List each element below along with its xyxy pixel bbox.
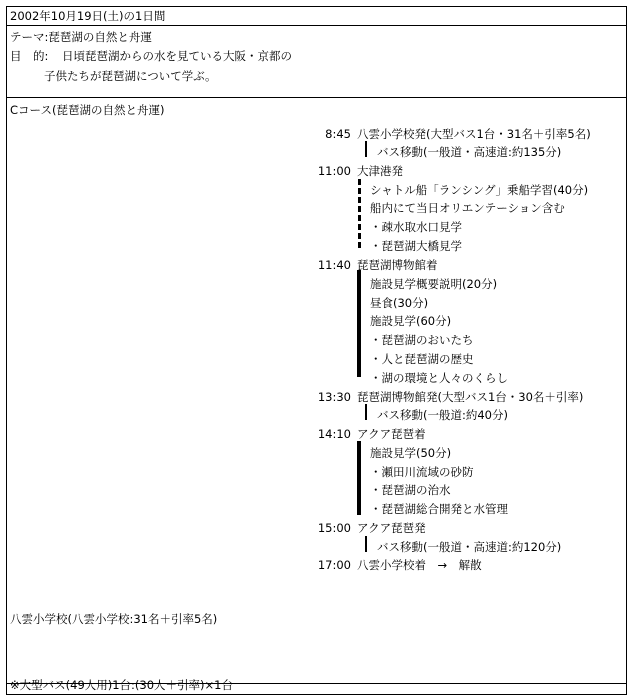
document-frame — [6, 6, 627, 695]
schedule-text: 船内にて当日オリエンテーション含む — [370, 201, 565, 215]
schedule-text: アクア琵琶着 — [357, 427, 426, 441]
connector-bar-bus-3 — [365, 536, 367, 552]
connector-bar-bus-1 — [365, 141, 367, 157]
connector-bar-bus-2 — [365, 404, 367, 420]
connector-bar-museum — [357, 270, 361, 377]
schedule-time: 14:10 — [317, 427, 351, 441]
participants-line: 八雲小学校(八雲小学校:31名＋引率5名) — [10, 612, 218, 626]
schedule-time: 11:40 — [317, 258, 351, 272]
purpose-line-1: 日頃琵琶湖からの水を見ている大阪・京都の — [62, 49, 292, 63]
schedule-text: ・琵琶湖大橋見学 — [370, 239, 462, 253]
connector-bar-aqua — [357, 441, 361, 515]
schedule-text: バス移動(一般道・高速道:約135分) — [377, 145, 562, 159]
schedule-text: ・人と琵琶湖の歴史 — [370, 352, 474, 366]
schedule-text: バス移動(一般道:約40分) — [377, 408, 508, 422]
course-title: Cコース(琵琶湖の自然と舟運) — [10, 103, 165, 117]
schedule-text: 琵琶湖博物館着 — [357, 258, 438, 272]
schedule-text: 琵琶湖博物館発(大型バス1台・30名＋引率) — [357, 390, 584, 404]
schedule-text: ・琵琶湖総合開発と水管理 — [370, 502, 508, 516]
footer-note: ※大型バス(49人用)1台:(30人＋引率)×1台 — [10, 678, 233, 692]
schedule-time: 15:00 — [317, 521, 351, 535]
schedule-text: アクア琵琶発 — [357, 521, 426, 535]
schedule-time: 8:45 — [325, 127, 351, 141]
schedule-text: 施設見学概要説明(20分) — [370, 277, 498, 291]
schedule-text: 施設見学(50分) — [370, 446, 452, 460]
course-section — [7, 98, 626, 684]
purpose-line-2: 子供たちが琵琶湖について学ぶ。 — [44, 69, 217, 83]
schedule-text: 昼食(30分) — [370, 296, 429, 310]
theme-line: テーマ:琵琶湖の自然と舟運 — [10, 30, 152, 44]
schedule-text: シャトル船「ランシング」乗船学習(40分) — [370, 183, 589, 197]
schedule-text: ・疎水取水口見学 — [370, 220, 462, 234]
schedule-time: 11:00 — [317, 164, 351, 178]
schedule-time: 13:30 — [317, 390, 351, 404]
header-row — [7, 7, 626, 26]
purpose-label: 目 的: — [10, 49, 49, 63]
schedule-time: 17:00 — [317, 558, 351, 572]
schedule-text: ・湖の環境と人々のくらし — [370, 371, 508, 385]
schedule-text: 八雲小学校発(大型バス1台・31名＋引率5名) — [357, 127, 591, 141]
date-title: 2002年10月19日(土)の1日間 — [10, 9, 166, 23]
theme-row — [7, 26, 626, 98]
footer-row — [7, 678, 626, 694]
schedule-text: バス移動(一般道・高速道:約120分) — [377, 540, 562, 554]
schedule-text: 施設見学(60分) — [370, 314, 452, 328]
schedule-text: 大津港発 — [357, 164, 403, 178]
schedule-text: ・琵琶湖の治水 — [370, 483, 451, 497]
schedule-text: ・瀬田川流域の砂防 — [370, 465, 474, 479]
schedule-text: 八雲小学校着 → 解散 — [357, 558, 482, 572]
schedule-text: ・琵琶湖のおいたち — [370, 333, 474, 347]
connector-bar-ship — [358, 179, 361, 251]
